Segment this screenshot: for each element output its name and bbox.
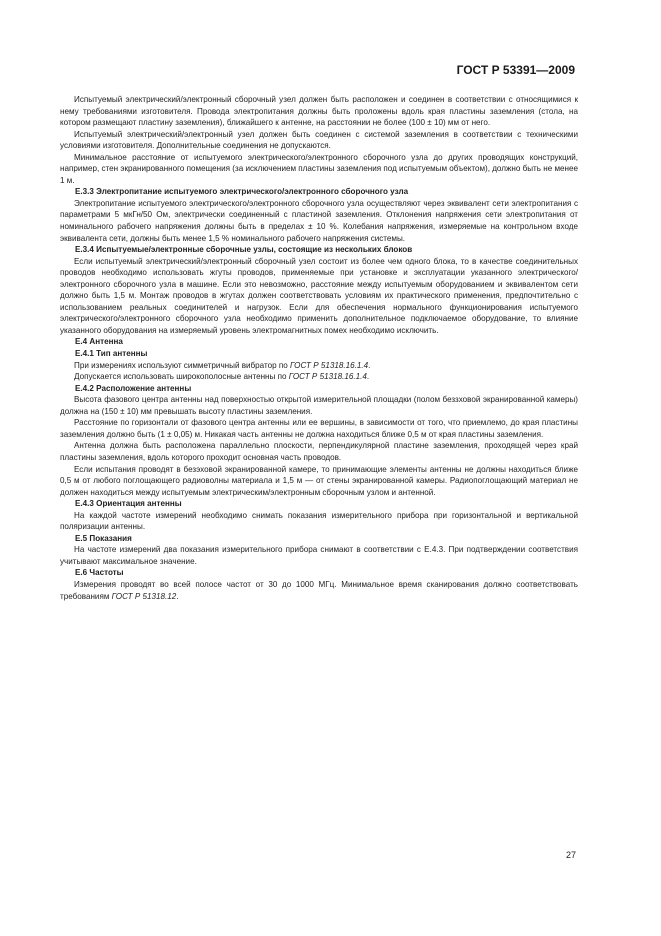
standard-reference: ГОСТ Р 51318.16.1.4 bbox=[288, 372, 367, 382]
section-heading-e6: Е.6 Частоты bbox=[75, 568, 124, 578]
paragraph: Минимальное расстояние от испытуемого электрического/электронного сборочного узла до других проводящих конструкций, например, стен экранированного помещения (за исключением пластины заземления под испытуемым объектом), должно быть не менее 1 м. bbox=[60, 152, 578, 185]
paragraph: Если испытания проводят в безэховой экранированной камере, то принимающие элементы антенны не должны находиться ближе 0,5 м от любого поглощающего радиоволны материала и 1,5 м — от стены экранированной камеры. Радиопоглощающий материал не должен находиться между испытуемым электрическим/электронным сборочным узлом и антенной. bbox=[60, 464, 578, 497]
paragraph: На каждой частоте измерений необходимо снимать показания измерительного прибора при горизонтальной и вертикальной поляризации антенны. bbox=[60, 510, 578, 532]
paragraph: Испытуемый электрический/электронный узел должен быть соединен с системой заземления в соответствии с техническими условиями изготовителя. Дополнительные соединения не допускаются. bbox=[60, 129, 578, 151]
paragraph bbox=[60, 579, 578, 602]
paragraph bbox=[60, 360, 578, 372]
section-heading-e43: Е.4.3 Ориентация антенны bbox=[75, 499, 182, 509]
section-heading-e4: Е.4 Антенна bbox=[75, 337, 123, 347]
section-heading-e33: Е.3.3 Электропитание испытуемого электрического/электронного сборочного узла bbox=[75, 187, 409, 197]
standard-reference: ГОСТ Р 51318.12 bbox=[111, 591, 177, 601]
paragraph: Расстояние по горизонтали от фазового центра антенны или ее вершины, в зависимости от того, что приемлемо, до края пластины заземления должно быть (1 ± 0,05) м. Никакая часть антенны не должна находиться ближе 0,5 м от края пластины заземления. bbox=[60, 418, 578, 439]
paragraph-text: Измерения проводят во всей полосе частот от 30 до 1000 МГц. Минимальное время сканирования должно соответствовать требованиям bbox=[60, 579, 578, 601]
section-heading-e42: Е.4.2 Расположение антенны bbox=[75, 383, 192, 393]
paragraph-text: Допускается использовать широкополосные антенны по bbox=[74, 372, 289, 382]
section-heading-e41: Е.4.1 Тип антенны bbox=[75, 349, 148, 359]
paragraph: На частоте измерений два показания измерительного прибора снимают в соответствии с Е.4.3. При подтверждении соответствия учитывают максимальное значение. bbox=[60, 545, 578, 566]
paragraph: Высота фазового центра антенны над поверхностью открытой измерительной площадки (полом беззховой экранированной камеры) должна на (150 ± 10) мм превышать высоту пластины заземления. bbox=[60, 395, 578, 416]
paragraph-end: . bbox=[176, 591, 179, 601]
paragraph-end: . bbox=[366, 372, 370, 382]
standard-reference: ГОСТ Р 51318.16.1.4 bbox=[290, 360, 369, 370]
standard-header: ГОСТ Р 53391—2009 bbox=[456, 63, 575, 77]
document-body bbox=[60, 94, 578, 602]
paragraph-end: . bbox=[368, 360, 371, 370]
page-number: 27 bbox=[565, 850, 576, 860]
section-heading-e5: Е.5 Показания bbox=[75, 533, 132, 543]
paragraph-text: При измерениях используют симметричный вибратор по bbox=[74, 360, 291, 370]
paragraph: Если испытуемый электрический/электронный сборочный узел состоит из более чем одного блока, то в качестве соединительных проводов необходимо использовать жгуты проводов, применяемые при установке и эксплуатации указанного электрического/электронного сборочного узла в машине. Если это невозможно, расстояние между испытуемым оборудованием и эквивалентом сети должно быть 1,5 м. Монтаж проводов в жгутах должен соответствовать условиям их практического применения, предпочтительно с использованием реальных соединителей и нагрузок. Если для обеспечения нормального функционирования испытуемого электрического/электронного сборочного узла необходимо применить дополнительное подключаемое оборудование, то влияние указанного оборудования на измеряемый уровень электромагнитных помех необходимо исключить. bbox=[60, 256, 578, 335]
paragraph: Антенна должна быть расположена параллельно плоскости, перпендикулярной пластине заземления, проходящей через край пластины заземления, вдоль которого проходит основная часть проводов. bbox=[60, 441, 578, 462]
section-heading-e34: Е.3.4 Испытуемые/электронные сборочные узлы, состоящие из нескольких блоков bbox=[75, 245, 413, 255]
paragraph bbox=[60, 371, 578, 383]
paragraph: Электропитание испытуемого электрического/электронного сборочного узла осуществляют через эквивалент сети электропитания с параметрами 5 мкГн/50 Ом, электрически соединенный с пластиной заземления. Отклонения напряжения сети электропитания от номинального рабочего напряжения должны быть в пределах ± 10 %. Колебания напряжения, измеряемые на контрольном входе эквивалента сети, должны быть менее 1,5 % номинального рабочего напряжения системы. bbox=[60, 198, 578, 243]
paragraph: Испытуемый электрический/электронный сборочный узел должен быть расположен и соединен в соответствии с относящимися к нему требованиями изготовителя. Провода электропитания должны быть проложены вдоль края пластины заземления (стола, на котором размещают пластину заземления), ближайшего к антенне, на расстоянии не более (100 ± 10) мм от него. bbox=[60, 95, 578, 128]
